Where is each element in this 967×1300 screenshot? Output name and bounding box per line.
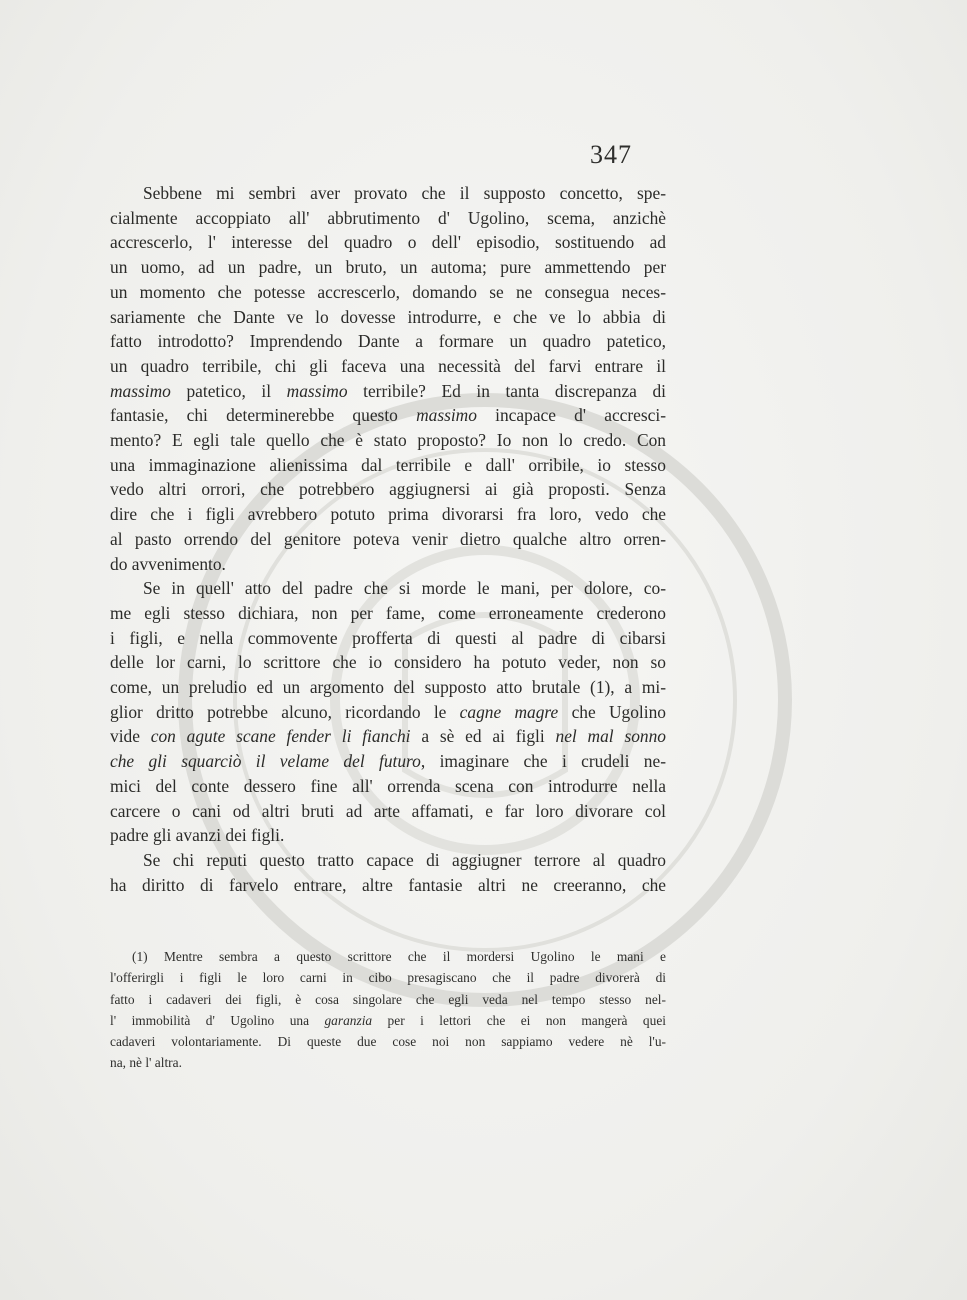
- text-line: cialmente accoppiato all' abbrutimento d' Ugolino, scema, anzichè: [110, 207, 666, 228]
- text-line: un momento che potesse accrescerlo, domando se ne consegua neces-: [110, 281, 666, 302]
- text-line: ha diritto di farvelo entrare, altre fantasie altri ne creeranno, che: [110, 874, 666, 895]
- text-line: Se in quell' atto del padre che si morde le mani, per dolore, co-: [143, 578, 666, 599]
- text-line: do avvenimento.: [110, 553, 226, 574]
- footnote-line: fatto i cadaveri dei figli, è cosa singolare che egli veda nel tempo stesso nel-: [110, 991, 666, 1007]
- text-line: padre gli avanzi dei figli.: [110, 825, 285, 846]
- text-line: Se chi reputi questo tratto capace di aggiugner terrore al quadro: [143, 849, 666, 870]
- text-line-italic-cagne: glior dritto potrebbe alcuno, ricordando le cagne magre che Ugolino: [110, 701, 666, 722]
- text-line: delle lor carni, lo scrittore che io considero ha potuto veder, non so: [110, 652, 666, 673]
- text-line: mici del conte dessero fine all' orrenda scena con introdurre nella: [110, 775, 666, 796]
- text-line: un quadro terribile, chi gli faceva una necessità del farvi entrare il: [110, 355, 666, 376]
- footnote-line-italic-garanzia: l' immobilità d' Ugolino una garanzia per i lettori che ei non mangerà quei: [110, 1012, 666, 1028]
- text-line: una immaginazione alienissima dal terribile e dall' orribile, io stesso: [110, 454, 666, 475]
- text-line-italic-scane: vide con agute scane fender li fianchi a sè ed ai figli nel mal sonno: [110, 726, 666, 747]
- text-line: un uomo, ad un padre, un bruto, un automa; pure ammettendo per: [110, 257, 666, 278]
- footnote-line: (1) Mentre sembra a questo scrittore che il mordersi Ugolino le mani e: [132, 949, 666, 964]
- text-line: mento? E egli tale quello che è stato proposto? Io non lo credo. Con: [110, 430, 666, 451]
- text-line: Sebbene mi sembri aver provato che il supposto concetto, spe-: [143, 183, 666, 203]
- text-line-italic-massimo-2: fantasie, chi determinerebbe questo massimo incapace d' accresci-: [110, 405, 666, 426]
- text-line: al pasto orrendo del genitore poteva venir dietro qualche altro orren-: [110, 528, 666, 549]
- text-line-italic-velame: che gli squarciò il velame del futuro, imaginare che i crudeli ne-: [110, 751, 666, 772]
- text-line: i figli, e nella commovente profferta di questi al padre di cibarsi: [110, 627, 666, 648]
- text-line: dire che i figli avrebbero potuto prima divorarsi fra loro, vedo che: [110, 504, 666, 525]
- footnote-line: l'offerirgli i figli le loro carni in cibo presagiscano che il padre divorerà di: [110, 970, 666, 986]
- text-line: come, un preludio ed un argomento del supposto atto brutale (1), a mi-: [110, 677, 666, 698]
- footnote-line: na, nè l' altra.: [110, 1055, 182, 1071]
- footnote-line: cadaveri volontariamente. Di queste due cose noi non sappiamo vedere nè l'u-: [110, 1034, 666, 1050]
- main-text: [110, 181, 666, 897]
- text-line: carcere o cani od altri bruti ad arte affamati, e far loro divorare col: [110, 800, 666, 821]
- page-number: 347: [590, 140, 632, 169]
- text-line-italic-massimo: massimo patetico, il massimo terribile? Ed in tanta discrepanza di: [110, 380, 666, 401]
- text-line: accrescerlo, l' interesse del quadro o dell' episodio, sostituendo ad: [110, 232, 666, 253]
- text-line: fatto introdotto? Imprendendo Dante a formare un quadro patetico,: [110, 331, 666, 352]
- text-line: vedo altri orrori, che potrebbero aggiugnersi ai già proposti. Senza: [110, 479, 666, 500]
- text-line: sariamente che Dante ve lo dovesse introdurre, e che ve lo abbia di: [110, 306, 666, 327]
- footnote: [110, 946, 666, 1074]
- text-line: me egli stesso dichiara, non per fame, come erroneamente crederono: [110, 602, 666, 623]
